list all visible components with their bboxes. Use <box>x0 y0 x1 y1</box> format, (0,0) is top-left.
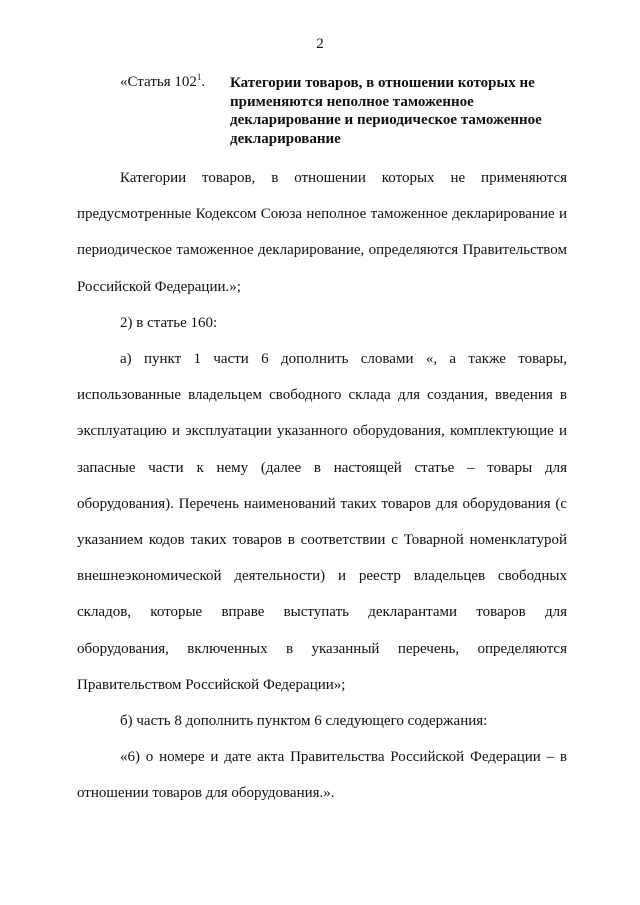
article-label-suffix: . <box>201 74 206 90</box>
paragraph-item-b: б) часть 8 дополнить пунктом 6 следующего содержания: <box>120 713 488 730</box>
paragraph-categories: Категории товаров, в отношении которых не применяются предусмотренные Кодексом Союза неполное таможенное декларирование и периодическое таможенное декларирование, определяются Правительством Российской Федерации.»; <box>77 170 567 295</box>
paragraph-point-6: «6) о номере и дате акта Правительства Российской Федерации – в отношении товаров для оборудования.». <box>77 749 567 802</box>
paragraph-article-160: 2) в статье 160: <box>120 314 218 331</box>
article-label-prefix: «Статья 102 <box>120 74 197 90</box>
article-label-superscript: 1 <box>196 72 202 82</box>
article-title: Категории товаров, в отношении которых не применяются неполное таможенное декларирование и периодическое таможенное декларирование <box>230 75 542 147</box>
page-number: 2 <box>316 36 324 52</box>
paragraph-item-a: а) пункт 1 части 6 дополнить словами «, а также товары, использованные владельцем свободного склада для создания, введения в эксплуатацию и эксплуатации указанного оборудования, комплектующие и запасные части к нему (далее в настоящей статье – товары для оборудования). Перечень наименований таких товаров для оборудования (с указанием кодов таких товаров в соответствии с Товарной номенклатурой внешнеэкономической деятельности) и реестр владельцев свободных складов, которые вправе выступать декларантами товаров для оборудования, включенных в указанный перечень, определяются Правительством Российской Федерации»; <box>77 351 567 693</box>
document-body <box>77 160 567 812</box>
article-label <box>120 74 205 91</box>
